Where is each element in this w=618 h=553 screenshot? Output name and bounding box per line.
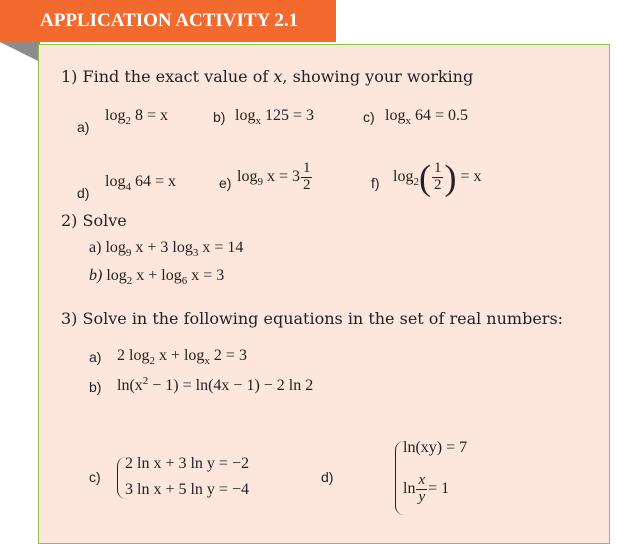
q1-b-equation: $\log_x 125 = 3$ xyxy=(235,107,314,127)
q1-c-label: c) xyxy=(363,109,375,125)
header-fold xyxy=(0,42,40,62)
q3-c-label: c) xyxy=(89,469,101,485)
q3-c-eq2: 3 ln x + 5 ln y = −4 xyxy=(125,481,249,498)
q3-b-equation: $\ln(x^2 - 1) = \ln(4x - 1) - 2$ ln 2 xyxy=(117,375,314,394)
question-3-prompt: 3) Solve in the following equations in the set of real numbers: xyxy=(61,309,564,328)
q3-b-label: b) xyxy=(89,379,102,395)
q2-b-equation: b) $\log_2 x + \log_6 x = 3$ xyxy=(89,267,225,287)
q1-a-equation: $\log_2 8 = x$ xyxy=(105,107,168,127)
activity-header xyxy=(0,0,336,42)
q1-b-label: b) xyxy=(213,109,226,125)
activity-box xyxy=(38,44,610,544)
q1-e-label: e) xyxy=(219,175,232,191)
q3-d-eq1: ln(xy) = 7 xyxy=(403,439,468,456)
q1-e-equation: $\log_9 x = 3$ $\frac{1}{2}$ xyxy=(237,160,311,193)
activity-title: APPLICATION ACTIVITY 2.1 xyxy=(40,10,299,31)
question-2-prompt: 2) Solve xyxy=(61,211,127,230)
q1-d-equation: $\log_4 64 = x$ xyxy=(105,173,176,193)
question-1-prompt: 1) Find the exact value of x, showing your working xyxy=(61,67,474,86)
q1-f-equation: $\log_2$( $\frac{1}{2}$ ) = x xyxy=(393,157,482,198)
q3-a-equation: 2 $\log_2 x + \log_x 2 = 3$ xyxy=(117,347,247,367)
q1-d-label: d) xyxy=(77,185,90,201)
q1-f-label: f) xyxy=(371,175,380,191)
q3-d-label: d) xyxy=(321,469,334,485)
q1-a-label: a) xyxy=(77,119,90,135)
q2-a-equation: a) $\log_9 x + 3$ $\log_3 x = 14$ xyxy=(89,239,244,259)
q1-c-equation: $\log_x 64 = 0.5$ xyxy=(385,107,468,127)
q3-c-eq1: 2 ln x + 3 ln y = −2 xyxy=(125,455,249,472)
variable-x: x xyxy=(273,67,283,86)
q3-a-label: a) xyxy=(89,349,102,365)
q3-d-eq2: ln $\frac{x}{y}$ = 1 xyxy=(403,472,450,505)
